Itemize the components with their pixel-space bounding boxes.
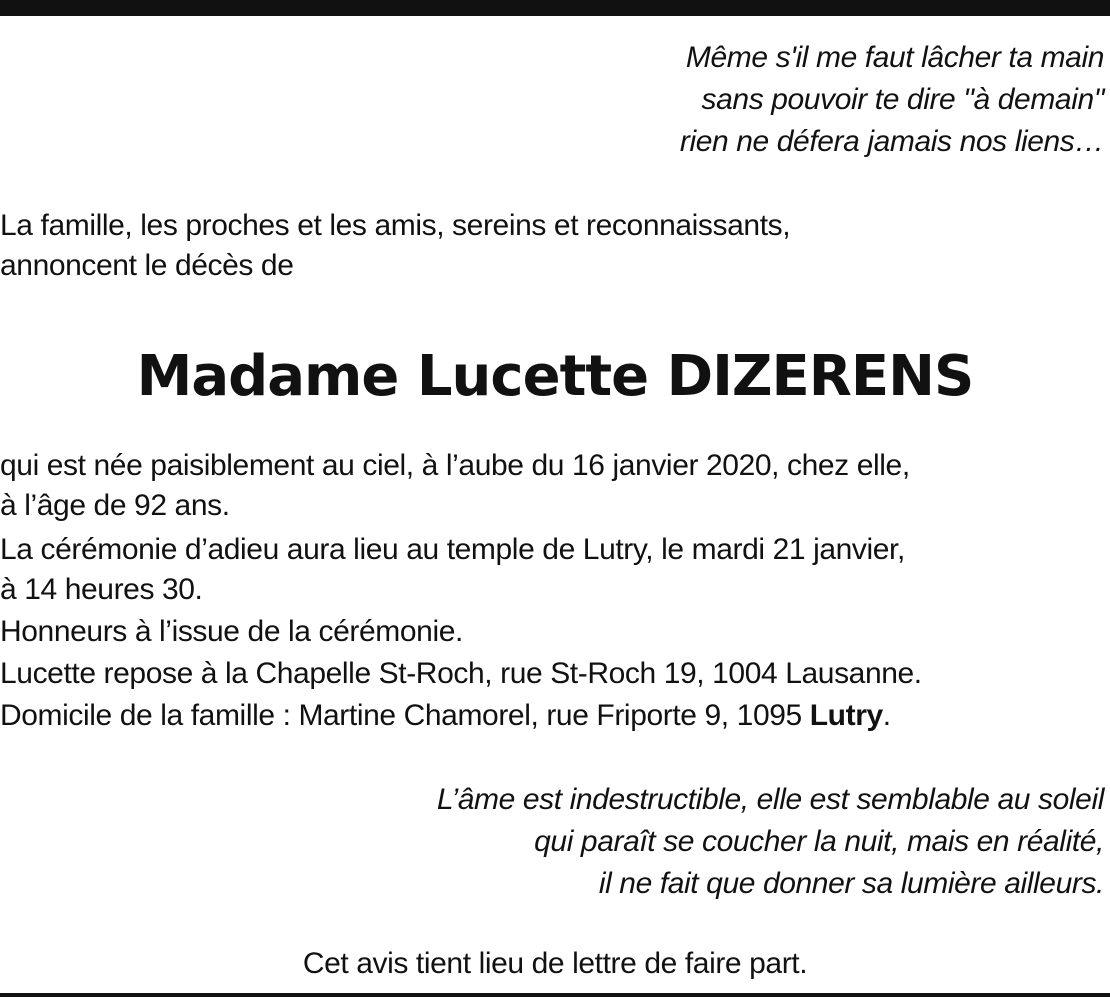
intro-line-2: annoncent le décès de [0, 249, 294, 282]
domicile-line [0, 696, 891, 736]
epigraph-bottom-line-1: L’âme est indestructible, elle est semblable au soleil [436, 783, 1104, 816]
deceased-name: Madame Lucette DIZERENS [136, 344, 974, 409]
top-rule [0, 0, 1110, 16]
body-line-6: Lucette repose à la Chapelle St-Roch, rue St-Roch 19, 1004 Lausanne. [0, 657, 922, 690]
body-line-1: qui est née paisiblement au ciel, à l’aube du 16 janvier 2020, chez elle, [0, 449, 910, 482]
body-line-4: à 14 heures 30. [0, 573, 203, 606]
epigraph-bottom-line-3: il ne fait que donner sa lumière ailleurs. [598, 867, 1104, 900]
epigraph-top-line-3: rien ne défera jamais nos liens… [679, 125, 1104, 158]
body-line-3: La cérémonie d’adieu aura lieu au temple de Lutry, le mardi 21 janvier, [0, 533, 905, 566]
domicile-prefix: Domicile de la famille : Martine Chamorel, rue Friporte 9, 1095 [0, 699, 810, 732]
epigraph-top-line-1: Même s'il me faut lâcher ta main [685, 41, 1104, 74]
body-line-5: Honneurs à l’issue de la cérémonie. [0, 615, 463, 648]
epigraph-bottom-line-2: qui paraît se coucher la nuit, mais en réalité, [534, 825, 1104, 858]
domicile-town: Lutry [809, 699, 883, 732]
domicile-suffix: . [882, 699, 891, 732]
epigraph-top-line-2: sans pouvoir te dire "à demain" [701, 83, 1104, 116]
bottom-rule [0, 993, 1110, 997]
intro-line-1: La famille, les proches et les amis, sereins et reconnaissants, [0, 209, 791, 242]
body-line-2: à l’âge de 92 ans. [0, 489, 230, 522]
closing-note: Cet avis tient lieu de lettre de faire part. [302, 947, 808, 980]
